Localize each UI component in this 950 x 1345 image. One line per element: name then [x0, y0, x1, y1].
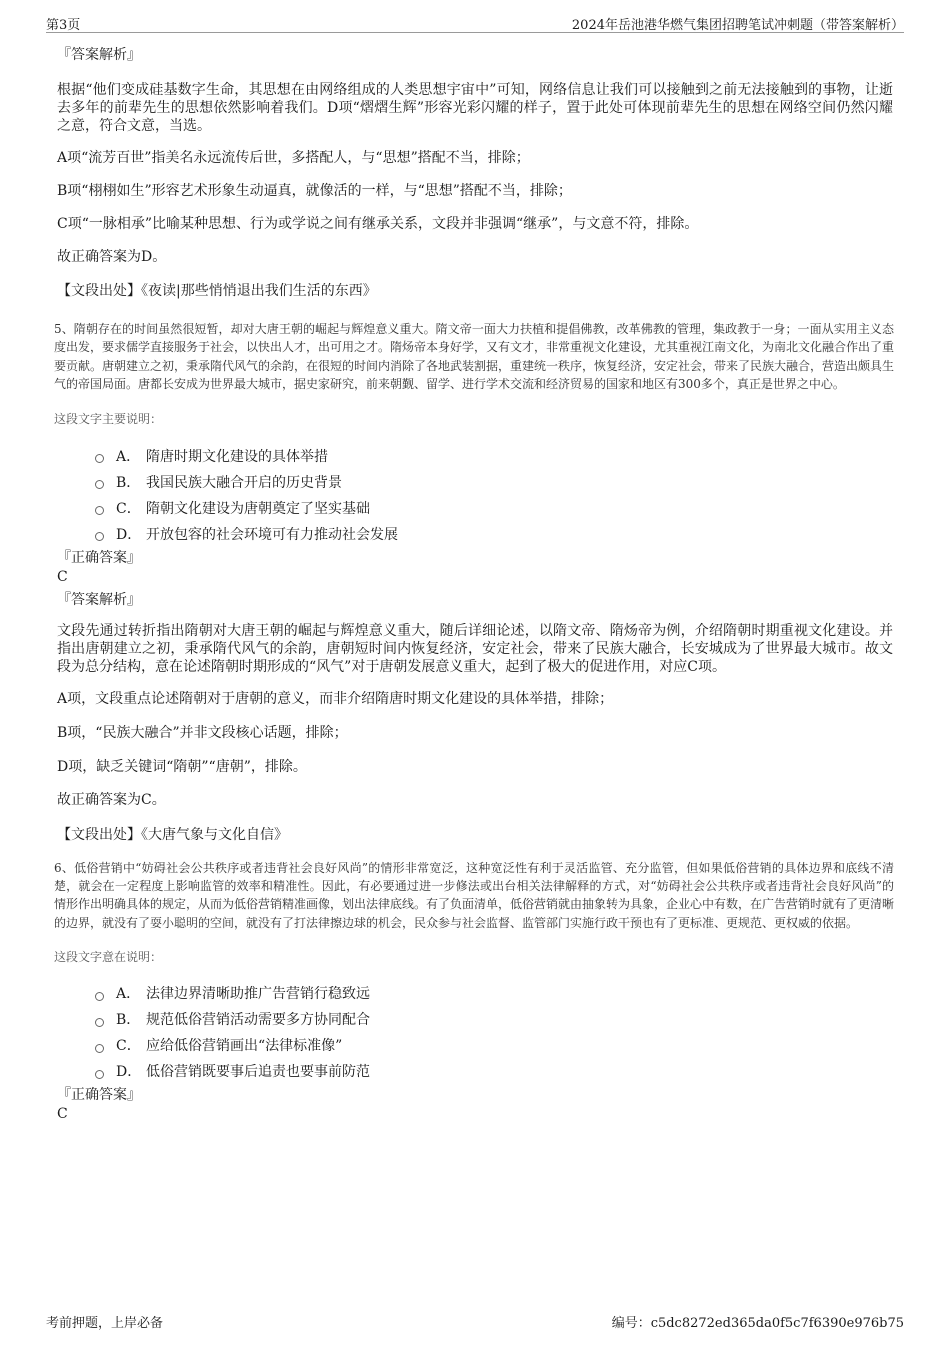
- q5-stem: 这段文字主要说明：: [54, 411, 163, 426]
- page-header: [46, 12, 904, 33]
- document-id: 编号：c5dc8272ed365da0f5c7f6390e976b75: [611, 1316, 904, 1331]
- footer-slogan: 考前押题，上岸必备: [46, 1316, 164, 1331]
- radio-button[interactable]: [95, 1070, 104, 1079]
- q6-option-d[interactable]: D． 低俗营销既要事后追责也要事前防范: [95, 1059, 893, 1085]
- q4-analysis: 根据“他们变成硅基数字生命，其思想在由网络组成的人类思想宇宙中”可知，网络信息让我们可以接触到之前无法接触到的事物，让逝去多年的前辈先生的思想依然影响着我们。D项“熠熠生辉”形容光彩闪耀的样子，置于此处可体现前辈先生的思想在网络空间仍然闪耀之意，符合文意，当选。: [57, 82, 893, 134]
- q6-option-a[interactable]: A． 法律边界清晰助推广告营销行稳致远: [95, 981, 893, 1007]
- q5-text: 5、隋朝存在的时间虽然很短暂，却对大唐王朝的崛起与辉煌意义重大。隋文帝一面大力扶植和提倡佛教，改革佛教的管理，集政教于一身；一面从实用主义态度出发，要求儒学直接服务于社会，以快出人才，出可用之才。隋炀帝本身好学，又有文才，非常重视文化建设，尤其重视江南文化，为南北文化融合作出了重要贡献。唐朝建立之初，秉承隋代风气的余韵，在很短的时间内消除了各地武装割据，重建统一秩序，恢复经济，安定社会，带来了民族大融合，营造出颇具生气的帝国局面。唐都长安成为世界最大城市，据史家研究，前来朝觐、留学、进行学术交流和经济贸易的国家和地区有300多个，真正是世界之中心。: [54, 322, 895, 392]
- q5-analysis-label: 『答案解析』: [57, 591, 141, 608]
- page-content: [54, 45, 895, 1123]
- q6-option-b[interactable]: B． 规范低俗营销活动需要多方协同配合: [95, 1007, 893, 1033]
- q5-option-d-analysis: D项，缺乏关键词“隋朝”“唐朝”，排除。: [57, 758, 307, 775]
- q4-option-b-analysis: B项“栩栩如生”形容艺术形象生动逼真，就像活的一样，与“思想”搭配不当，排除；: [57, 183, 572, 199]
- document-title: 2024年岳池港华燃气集团招聘笔试冲刺题（带答案解析）: [571, 18, 904, 33]
- page-number: 第3页: [46, 18, 81, 33]
- q6-options: [95, 981, 893, 1085]
- q5-analysis: 文段先通过转折指出隋朝对大唐王朝的崛起与辉煌意义重大，随后详细论述，以隋文帝、隋炀帝为例，介绍隋朝时期重视文化建设。并指出唐朝建立之初，秉承隋代风气的余韵，唐朝短时间内恢复经济，安定社会，带来了民族大融合，长安城成为了世界最大城市。故文段为总分结构，意在论述隋朝时期形成的“风气”对于唐朝发展意义重大，起到了极大的促进作用，对应C项。: [57, 622, 893, 675]
- q5-option-b[interactable]: B． 我国民族大融合开启的历史背景: [95, 470, 893, 496]
- q4-conclusion: 故正确答案为D。: [57, 249, 167, 265]
- radio-button[interactable]: [95, 1044, 104, 1053]
- q6-text: 6、低俗营销中“妨碍社会公共秩序或者违背社会良好风尚”的情形非常宽泛，这种宽泛性有利于灵活监管、充分监管，但如果低俗营销的具体边界和底线不清楚，就会在一定程度上影响监管的效率和精准性。因此，有必要通过进一步修法或出台相关法律解释的方式，对“妨碍社会公共秩序或者违背社会良好风尚”的情形作出明确具体的规定，从而为低俗营销精准画像，划出法律底线。有了负面清单，低俗营销就由抽象转为具象，企业心中有数，在广告营销时就有了更清晰的边界，就没有了耍小聪明的空间，就没有了打法律擦边球的机会，民众参与社会监督、监管部门实施行政干预也有了更标准、更规范、更权威的依据。: [54, 860, 895, 930]
- radio-button[interactable]: [95, 480, 104, 489]
- q5-answer-label: 『正确答案』: [57, 549, 141, 566]
- q4-option-a-analysis: A项“流芳百世”指美名永远流传后世，多搭配人，与“思想”搭配不当，排除；: [57, 150, 530, 166]
- q5-answer: C: [57, 568, 68, 585]
- q5-source: 【文段出处】《大唐气象与文化自信》: [57, 826, 288, 843]
- q6-option-c[interactable]: C． 应给低俗营销画出“法律标准像”: [95, 1033, 893, 1059]
- q5-option-a-analysis: A项，文段重点论述隋朝对于唐朝的意义，而非介绍隋唐时期文化建设的具体举措，排除；: [57, 690, 614, 707]
- q4-option-c-analysis: C项“一脉相承”比喻某种思想、行为或学说之间有继承关系，文段并非强调“继承”，与文意不符，排除。: [57, 216, 699, 232]
- q4-source: 【文段出处】《夜读|那些悄悄退出我们生活的东西》: [57, 283, 377, 299]
- q5-option-a[interactable]: A． 隋唐时期文化建设的具体举措: [95, 444, 893, 470]
- radio-button[interactable]: [95, 1018, 104, 1027]
- q6-answer: C: [57, 1106, 68, 1123]
- q5-option-d[interactable]: D． 开放包容的社会环境可有力推动社会发展: [95, 522, 893, 548]
- q6-answer-label: 『正确答案』: [57, 1087, 141, 1104]
- q4-analysis-label: 『答案解析』: [57, 47, 141, 63]
- q5-conclusion: 故正确答案为C。: [57, 791, 166, 808]
- radio-button[interactable]: [95, 454, 104, 463]
- radio-button[interactable]: [95, 532, 104, 541]
- radio-button[interactable]: [95, 506, 104, 515]
- q6-stem: 这段文字意在说明：: [54, 950, 163, 965]
- q5-option-b-analysis: B项，“民族大融合”并非文段核心话题，排除；: [57, 724, 348, 741]
- radio-button[interactable]: [95, 992, 104, 1001]
- q5-option-c[interactable]: C． 隋朝文化建设为唐朝奠定了坚实基础: [95, 496, 893, 522]
- q5-options: [95, 444, 893, 548]
